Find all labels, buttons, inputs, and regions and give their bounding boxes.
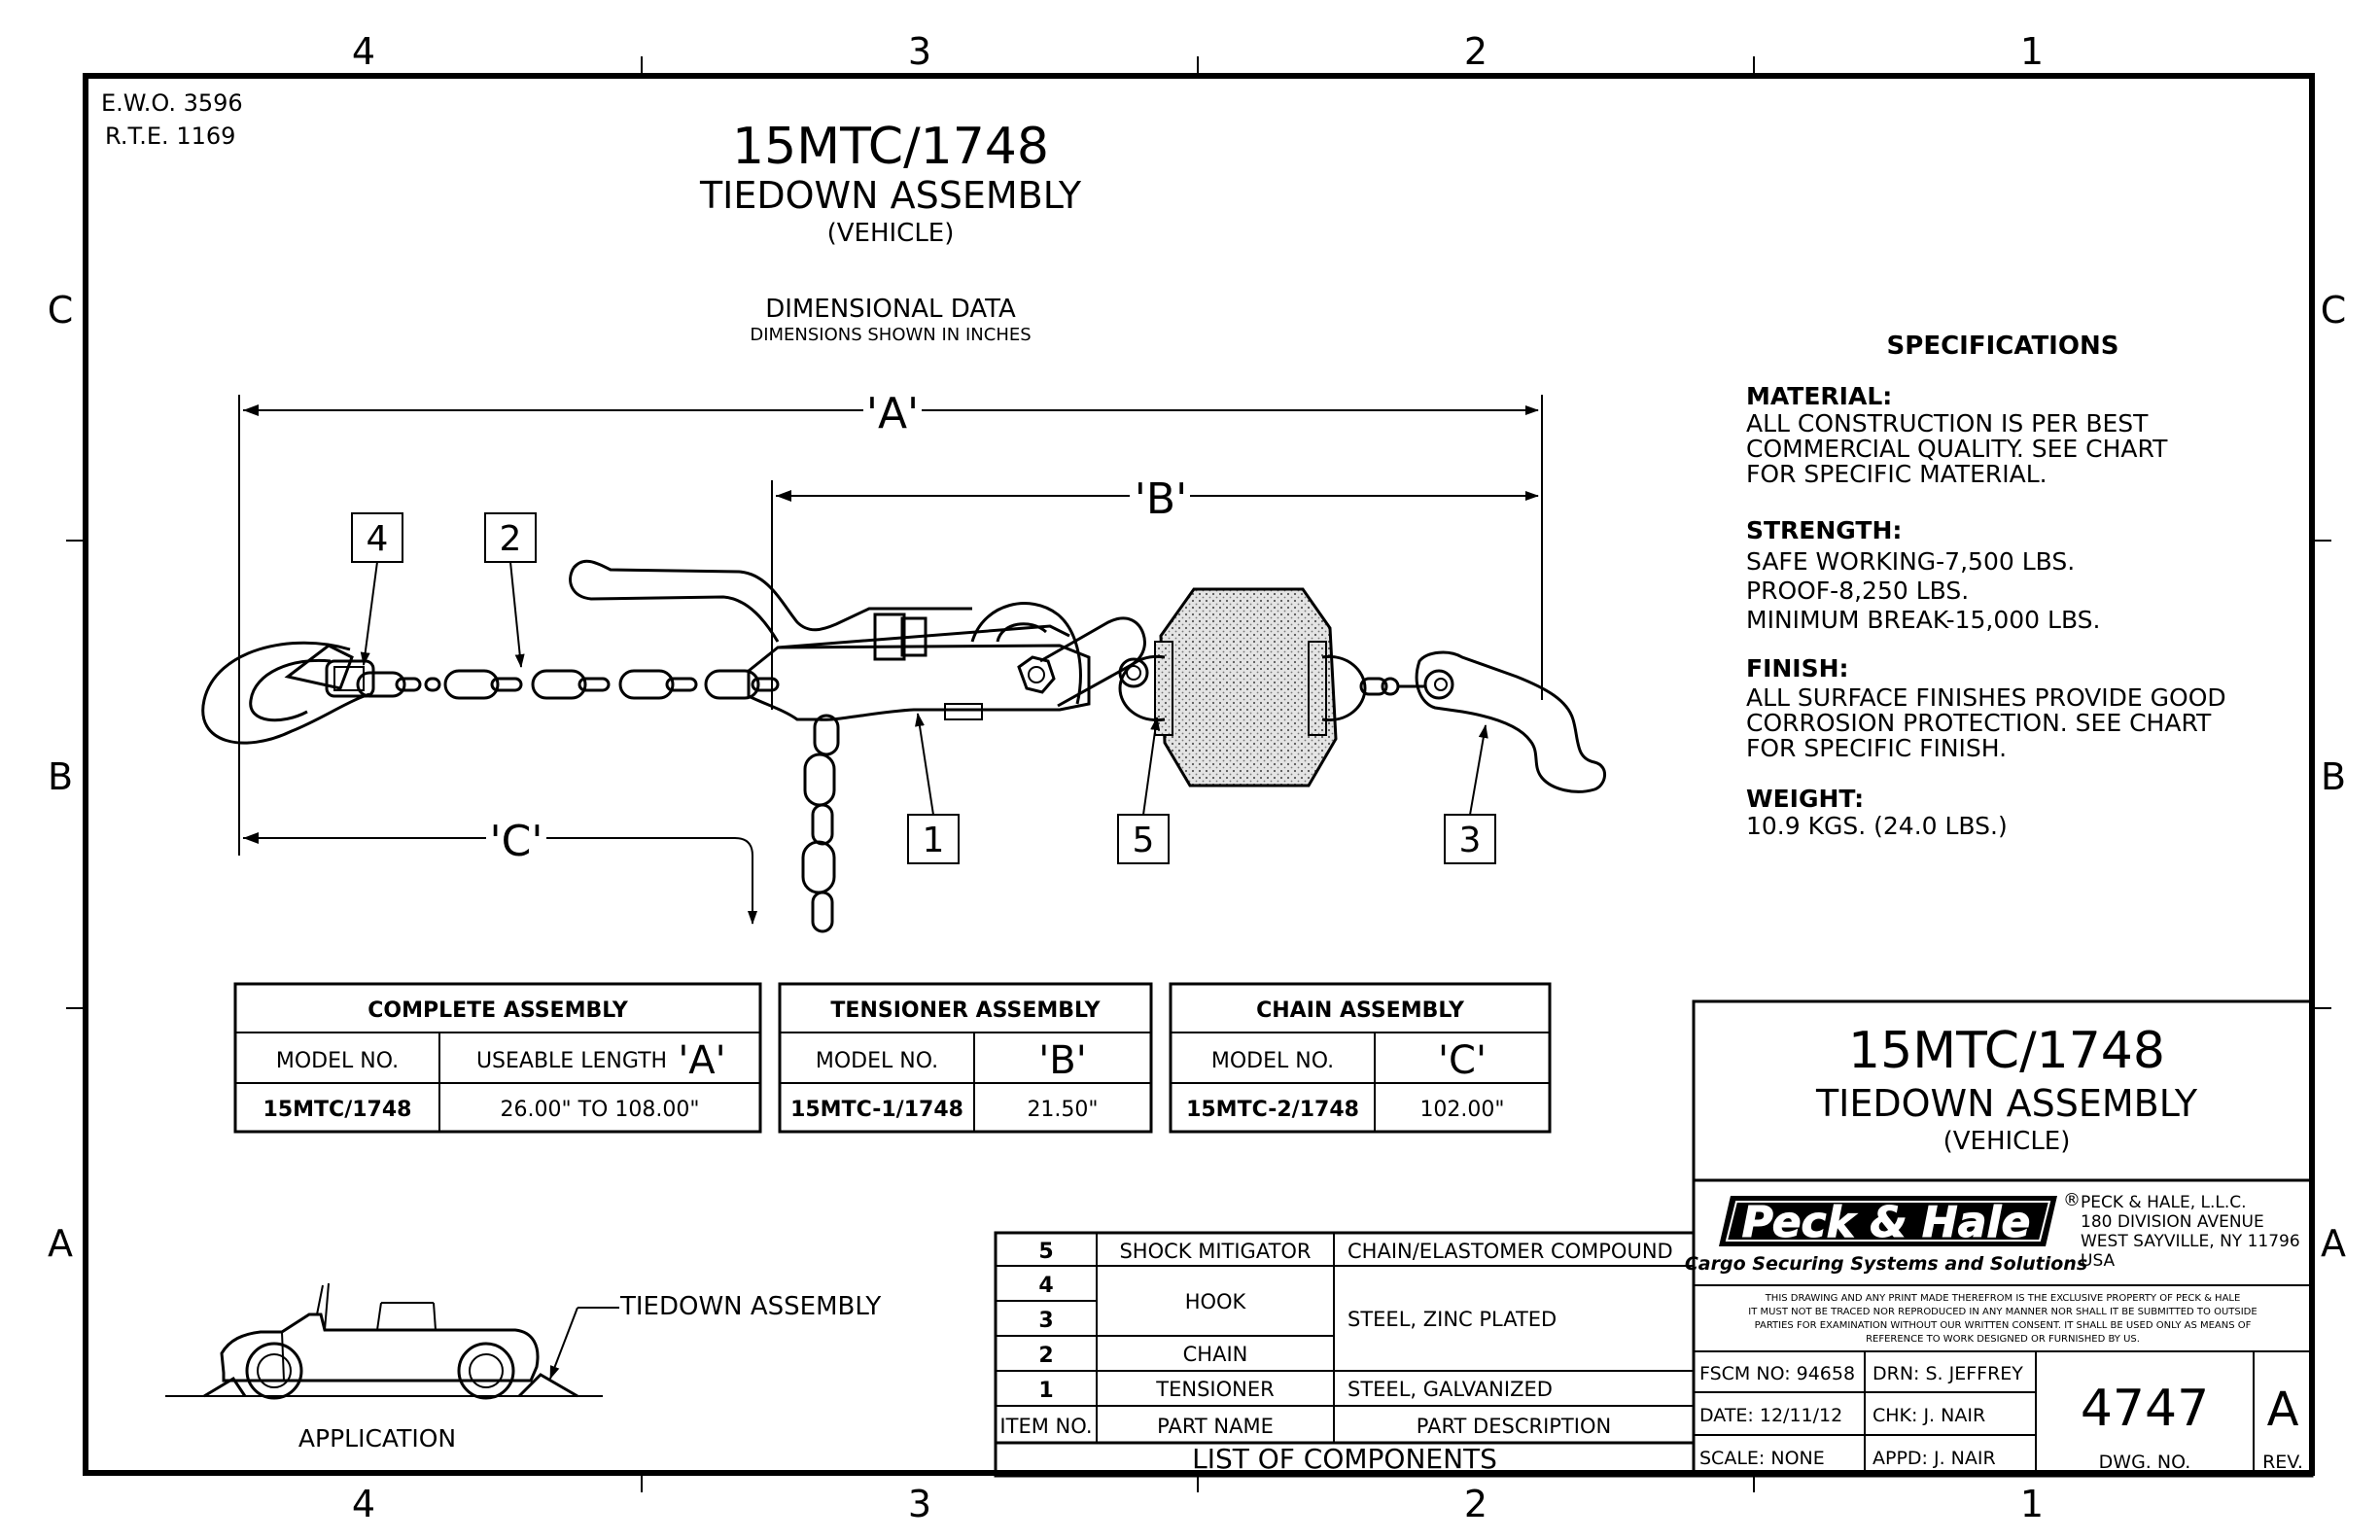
drawing-scale: SCALE: NONE bbox=[1699, 1448, 1825, 1469]
weight-label: WEIGHT: bbox=[1746, 785, 1865, 813]
notice-line-1: THIS DRAWING AND ANY PRINT MADE THEREFROM IS THE EXCLUSIVE PROPERTY OF PECK & HALE bbox=[1765, 1293, 2241, 1304]
zone-col-1-top: 1 bbox=[2019, 30, 2045, 73]
checked-by: CHK: J. NAIR bbox=[1872, 1405, 1986, 1426]
tensioner-dim-header: 'B' bbox=[1038, 1038, 1087, 1083]
zone-col-2-bottom: 2 bbox=[1463, 1483, 1488, 1525]
finish-line-2: CORROSION PROTECTION. SEE CHART bbox=[1746, 709, 2212, 737]
application-sketch bbox=[165, 1283, 881, 1452]
complete-assembly-table bbox=[235, 984, 760, 1132]
desc-steel-zinc: STEEL, ZINC PLATED bbox=[1348, 1308, 1558, 1331]
tensioner-model-header: MODEL NO. bbox=[815, 1049, 939, 1073]
logo-tagline: Cargo Securing Systems and Solutions bbox=[1684, 1253, 2088, 1275]
callout-5: 5 bbox=[1132, 821, 1155, 860]
dimensional-data-note: DIMENSIONS SHOWN IN INCHES bbox=[750, 325, 1032, 345]
item-no-1: 1 bbox=[1038, 1379, 1054, 1403]
dimension-a-label: 'A' bbox=[865, 389, 920, 438]
strength-line-1: SAFE WORKING-7,500 LBS. bbox=[1746, 547, 2076, 576]
drawn-by: DRN: S. JEFFREY bbox=[1872, 1363, 2023, 1384]
zone-row-c-right: C bbox=[2320, 289, 2347, 332]
notice-line-3: PARTIES FOR EXAMINATION WITHOUT OUR WRITTEN CONSENT. IT SHALL BE USED ONLY AS MEANS OF bbox=[1754, 1320, 2252, 1331]
tensioner-assembly-title: TENSIONER ASSEMBLY bbox=[830, 998, 1101, 1023]
chain-model-header: MODEL NO. bbox=[1210, 1049, 1335, 1073]
material-line-1: ALL CONSTRUCTION IS PER BEST bbox=[1746, 409, 2149, 438]
dimension-c-label: 'C' bbox=[489, 817, 543, 866]
material-label: MATERIAL: bbox=[1746, 382, 1893, 410]
application-callout: TIEDOWN ASSEMBLY bbox=[620, 1292, 882, 1321]
dimension-b-label: 'B' bbox=[1134, 474, 1188, 524]
chain-model-value: 15MTC-2/1748 bbox=[1186, 1098, 1359, 1122]
shock-mitigator-part bbox=[1120, 589, 1452, 786]
material-line-2: COMMERCIAL QUALITY. SEE CHART bbox=[1746, 435, 2168, 463]
tensioner-assembly-table bbox=[780, 984, 1151, 1132]
chain-assembly-title: CHAIN ASSEMBLY bbox=[1256, 998, 1464, 1023]
finish-line-3: FOR SPECIFIC FINISH. bbox=[1746, 734, 2008, 762]
approved-by: APPD: J. NAIR bbox=[1872, 1448, 1996, 1469]
revision-label: REV. bbox=[2262, 1452, 2303, 1473]
part-name-tensioner: TENSIONER bbox=[1156, 1378, 1275, 1401]
tensioner-model-value: 15MTC-1/1748 bbox=[790, 1098, 963, 1122]
chain-part bbox=[358, 671, 838, 931]
tensioner-dim-value: 21.50" bbox=[1027, 1098, 1099, 1122]
finish-line-1: ALL SURFACE FINISHES PROVIDE GOOD bbox=[1746, 683, 2226, 712]
useable-length-dim: 'A' bbox=[678, 1038, 726, 1083]
zone-row-b-left: B bbox=[47, 755, 74, 798]
useable-length-header: USEABLE LENGTH bbox=[475, 1049, 668, 1073]
dimension-c bbox=[243, 817, 752, 924]
item-no-5: 5 bbox=[1038, 1240, 1054, 1264]
zone-col-4-bottom: 4 bbox=[351, 1483, 376, 1525]
item-no-3: 3 bbox=[1038, 1309, 1054, 1333]
part-name-hook: HOOK bbox=[1184, 1290, 1246, 1313]
drawing-number: 4747 bbox=[2080, 1380, 2210, 1438]
address-line-3: WEST SAYVILLE, NY 11796 bbox=[2081, 1232, 2300, 1251]
chain-dim-header: 'C' bbox=[1438, 1038, 1487, 1083]
zone-col-3-top: 3 bbox=[907, 30, 932, 73]
zone-row-b-right: B bbox=[2320, 755, 2347, 798]
desc-steel-galvanized: STEEL, GALVANIZED bbox=[1348, 1378, 1553, 1401]
company-logo bbox=[1685, 1190, 2087, 1275]
notice-line-2: IT MUST NOT BE TRACED NOR REPRODUCED IN ANY MANNER NOR SHALL IT BE SUBMITTED TO OUTSIDE bbox=[1748, 1307, 2258, 1317]
address-line-2: 180 DIVISION AVENUE bbox=[2081, 1212, 2264, 1232]
part-name-shock-mitigator: SHOCK MITIGATOR bbox=[1119, 1240, 1312, 1263]
header-item-no: ITEM NO. bbox=[999, 1415, 1093, 1438]
application-label: APPLICATION bbox=[298, 1424, 457, 1452]
zone-col-1-bottom: 1 bbox=[2019, 1483, 2045, 1525]
title-block-model: 15MTC/1748 bbox=[1848, 1022, 2165, 1080]
weight-line-1: 10.9 KGS. (24.0 LBS.) bbox=[1746, 812, 2008, 840]
zone-row-c-left: C bbox=[47, 289, 74, 332]
hook-part bbox=[203, 643, 373, 743]
item-no-2: 2 bbox=[1038, 1344, 1054, 1368]
finish-label: FINISH: bbox=[1746, 654, 1849, 682]
specifications bbox=[1746, 332, 2226, 840]
header-model: 15MTC/1748 bbox=[732, 118, 1049, 176]
part-name-chain: CHAIN bbox=[1182, 1343, 1248, 1366]
drawing-date: DATE: 12/11/12 bbox=[1699, 1405, 1843, 1426]
notice-line-4: REFERENCE TO WORK DESIGNED OR FURNISHED BY US. bbox=[1866, 1334, 2140, 1345]
zone-row-a-right: A bbox=[2321, 1222, 2346, 1265]
strength-line-2: PROOF-8,250 LBS. bbox=[1746, 577, 1970, 605]
item-no-4: 4 bbox=[1038, 1274, 1054, 1298]
drawing-header bbox=[699, 118, 1082, 345]
strength-label: STRENGTH: bbox=[1746, 516, 1903, 544]
title-block bbox=[1685, 1001, 2312, 1476]
title-block-subtitle: (VEHICLE) bbox=[1942, 1127, 2071, 1156]
logo-text: Peck & Hale bbox=[1741, 1198, 2031, 1247]
zone-col-4-top: 4 bbox=[351, 30, 376, 73]
drawing-number-label: DWG. NO. bbox=[2098, 1452, 2191, 1473]
address-line-1: PECK & HALE, L.L.C. bbox=[2081, 1193, 2247, 1212]
strength-line-3: MINIMUM BREAK-15,000 LBS. bbox=[1746, 606, 2101, 634]
fscm-number: FSCM NO: 94658 bbox=[1699, 1363, 1856, 1384]
ewo-reference: E.W.O. 3596 bbox=[101, 89, 243, 117]
complete-model-header: MODEL NO. bbox=[275, 1049, 400, 1073]
header-part-name: PART NAME bbox=[1157, 1415, 1274, 1438]
zone-col-2-top: 2 bbox=[1463, 30, 1488, 73]
complete-model-value: 15MTC/1748 bbox=[262, 1098, 412, 1122]
useable-length-value: 26.00" TO 108.00" bbox=[500, 1098, 700, 1122]
complete-assembly-title: COMPLETE ASSEMBLY bbox=[368, 998, 628, 1023]
specifications-heading: SPECIFICATIONS bbox=[1886, 332, 2119, 361]
components-title: LIST OF COMPONENTS bbox=[1192, 1443, 1497, 1475]
desc-chain-elastomer: CHAIN/ELASTOMER COMPOUND bbox=[1348, 1240, 1673, 1263]
title-block-title: TIEDOWN ASSEMBLY bbox=[1815, 1082, 2198, 1125]
zone-row-a-left: A bbox=[48, 1222, 73, 1265]
chain-assembly-table bbox=[1171, 984, 1550, 1132]
revision-letter: A bbox=[2266, 1382, 2299, 1437]
logo-registered: ® bbox=[2063, 1190, 2081, 1210]
header-part-description: PART DESCRIPTION bbox=[1416, 1415, 1612, 1438]
dimension-a bbox=[239, 389, 1542, 856]
header-subtitle: (VEHICLE) bbox=[826, 219, 955, 248]
address-line-4: USA bbox=[2081, 1251, 2116, 1271]
callout-2: 2 bbox=[499, 519, 522, 559]
dimensional-data-title: DIMENSIONAL DATA bbox=[765, 295, 1016, 324]
callout-1: 1 bbox=[922, 821, 945, 860]
callout-3: 3 bbox=[1458, 821, 1482, 860]
tensioner-part bbox=[571, 561, 1147, 719]
callout-4: 4 bbox=[366, 519, 389, 559]
material-line-3: FOR SPECIFIC MATERIAL. bbox=[1746, 460, 2048, 488]
zone-col-3-bottom: 3 bbox=[907, 1483, 932, 1525]
rte-reference: R.T.E. 1169 bbox=[105, 122, 236, 150]
chain-dim-value: 102.00" bbox=[1419, 1098, 1505, 1122]
components-table bbox=[996, 1233, 1694, 1476]
tiedown-illustration bbox=[203, 561, 1605, 931]
header-title: TIEDOWN ASSEMBLY bbox=[699, 174, 1082, 217]
